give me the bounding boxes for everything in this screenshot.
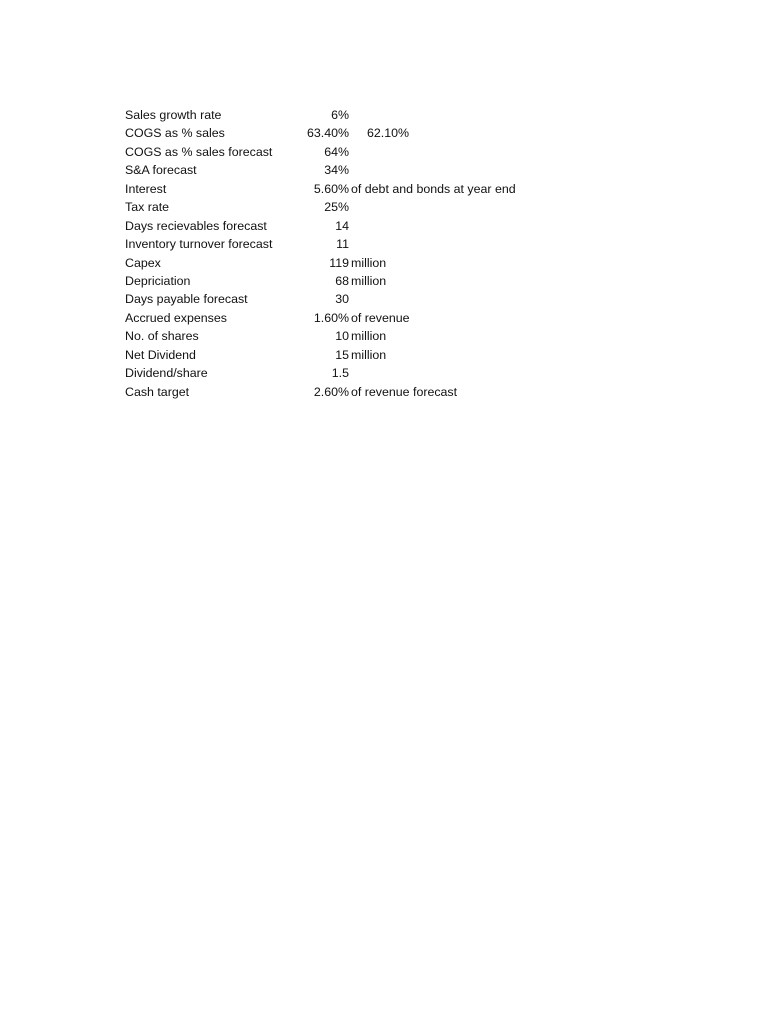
row-value: 1.60%	[313, 310, 349, 325]
row-value: 64%	[324, 144, 349, 159]
row-note: million	[351, 255, 387, 270]
row-label: Interest	[125, 181, 167, 196]
row-interest	[124, 180, 544, 198]
row-label: Cash target	[125, 384, 190, 399]
row-note: of revenue forecast	[351, 384, 458, 399]
row-label: S&A forecast	[125, 163, 197, 178]
row-cogs-forecast	[124, 143, 544, 161]
row-note: of debt and bonds at year end	[351, 181, 516, 196]
row-value: 10	[335, 329, 349, 344]
row-value: 34%	[324, 163, 349, 178]
row-inventory-turnover	[124, 235, 544, 253]
row-label: Sales growth rate	[125, 108, 222, 122]
row-value: 119	[329, 255, 349, 270]
row-net-dividend	[124, 346, 544, 364]
row-value: 30	[335, 292, 349, 307]
row-note: of revenue	[351, 310, 410, 325]
row-days-receivables	[124, 217, 544, 235]
row-value: 63.40%	[306, 126, 349, 141]
row-value: 68	[335, 273, 349, 288]
row-label: Days recievables forecast	[125, 218, 267, 233]
row-value: 11	[336, 237, 349, 252]
row-value: 6%	[331, 108, 349, 122]
row-sales-growth-rate	[124, 106, 544, 124]
row-label: Net Dividend	[125, 347, 196, 362]
row-value: 5.60%	[313, 181, 349, 196]
row-depreciation	[124, 272, 544, 290]
row-sa-forecast	[124, 161, 544, 179]
row-label: Days payable forecast	[125, 292, 248, 307]
row-note: million	[351, 347, 387, 362]
row-label: Depriciation	[125, 273, 191, 288]
row-cash-target	[124, 383, 544, 401]
row-value: 1.5	[331, 366, 349, 381]
row-note: million	[351, 329, 387, 344]
row-label: Inventory turnover forecast	[125, 237, 273, 252]
row-value: 14	[335, 218, 349, 233]
row-label: COGS as % sales forecast	[125, 144, 273, 159]
row-label: Accrued expenses	[125, 310, 227, 325]
row-no-of-shares	[124, 327, 544, 345]
row-label: Tax rate	[125, 200, 170, 215]
row-value: 15	[335, 347, 349, 362]
row-label: Dividend/share	[125, 366, 208, 381]
row-capex	[124, 254, 544, 272]
row-days-payable	[124, 290, 544, 308]
row-accrued-expenses	[124, 309, 544, 327]
row-cogs-as-pct-sales	[124, 124, 544, 142]
row-value: 25%	[324, 200, 349, 215]
row-label: COGS as % sales	[125, 126, 225, 141]
row-value: 2.60%	[313, 384, 349, 399]
assumptions-table	[124, 106, 544, 401]
row-label: Capex	[125, 255, 161, 270]
row-note: million	[351, 273, 387, 288]
row-label: No. of shares	[125, 329, 199, 344]
row-dividend-per-share	[124, 364, 544, 382]
row-tax-rate	[124, 198, 544, 216]
row-value-secondary: 62.10%	[366, 126, 409, 141]
